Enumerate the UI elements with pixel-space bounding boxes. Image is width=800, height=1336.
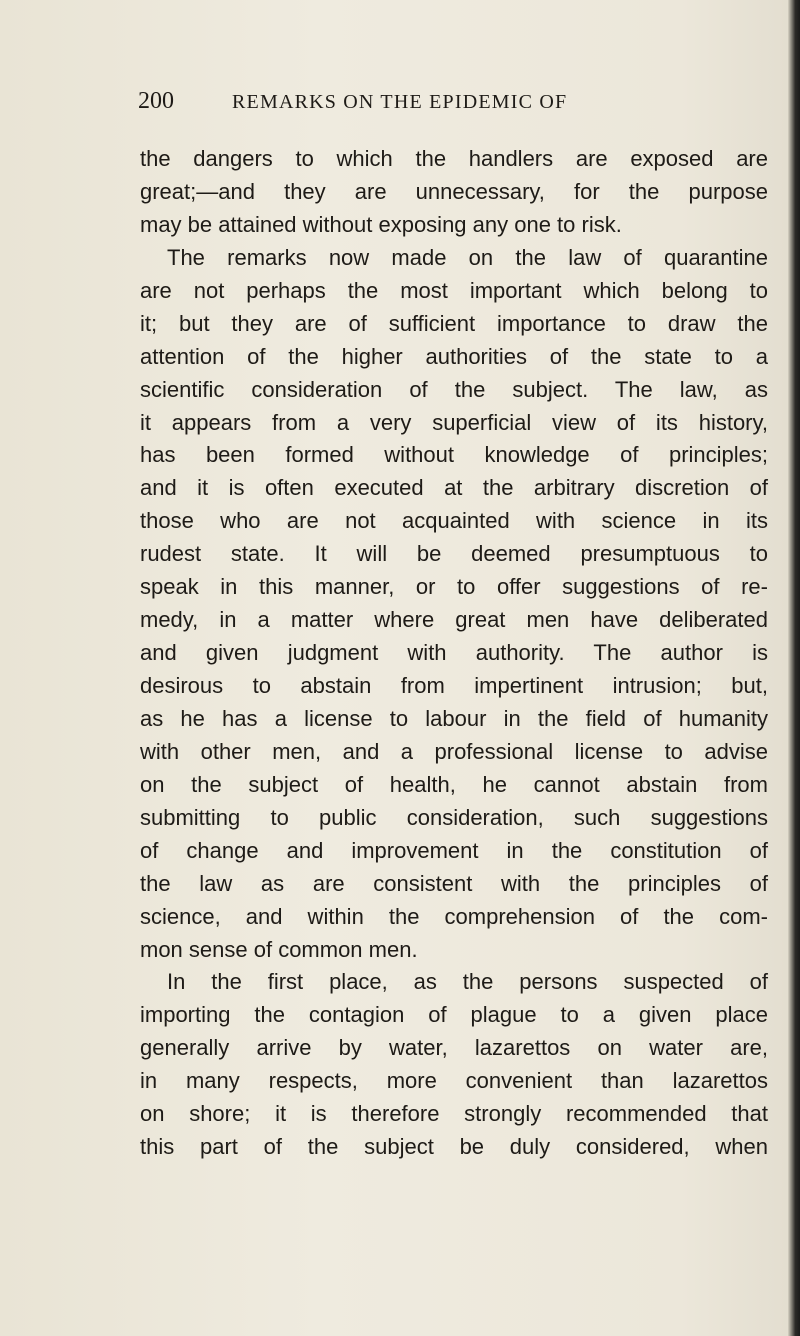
text-line: on shore; it is therefore strongly recommended that [140,1101,768,1127]
text-line: The remarks now made on the law of quarantine [167,244,768,270]
text-line: medy, in a matter where great men have deliberated [140,607,768,633]
text-line: the dangers to which the handlers are exposed are [140,146,768,171]
text-line: science, and within the comprehension of the com- [140,903,768,929]
page-edge-shadow [788,0,800,1336]
text-line: it appears from a very superficial view of its history, [140,409,768,435]
text-line: it; but they are of sufficient importance to draw the [140,310,768,336]
text-line: rudest state. It will be deemed presumptuous to [140,541,768,567]
text-line: as he has a license to labour in the field of humanity [140,705,768,731]
page-number: 200 [138,88,174,114]
text-line: In the first place, as the persons suspected of [167,969,768,995]
running-title: REMARKS ON THE EPIDEMIC OF [232,91,568,113]
running-head [138,88,738,120]
text-line: those who are not acquainted with science in its [140,508,768,534]
text-line: scientific consideration of the subject. The law, as [140,376,768,402]
text-line: on the subject of health, he cannot abstain from [140,771,768,797]
text-line: in many respects, more convenient than lazarettos [140,1068,768,1094]
text-line: and given judgment with authority. The author is [140,640,768,666]
text-line: generally arrive by water, lazarettos on water are, [140,1035,768,1061]
text-line: this part of the subject be duly considered, when [140,1134,768,1160]
body-text [140,143,780,1164]
text-line: importing the contagion of plague to a given place [140,1002,768,1028]
text-line: mon sense of common men. [140,936,418,962]
text-line: may be attained without exposing any one to risk. [140,211,622,237]
text-line: has been formed without knowledge of principles; [140,442,768,468]
text-line: with other men, and a professional license to advise [140,738,768,764]
text-line: speak in this manner, or to offer suggestions of re- [140,574,768,600]
text-line: submitting to public consideration, such suggestions [140,804,768,830]
text-line: are not perhaps the most important which belong to [140,277,768,303]
text-line: and it is often executed at the arbitrary discretion of [140,475,768,501]
text-line: great;—and they are unnecessary, for the purpose [140,178,768,204]
text-line: desirous to abstain from impertinent intrusion; but, [140,673,768,698]
text-line: the law as are consistent with the principles of [140,870,768,896]
text-line: of change and improvement in the constitution of [140,837,768,863]
text-line: attention of the higher authorities of the state to a [140,343,768,369]
